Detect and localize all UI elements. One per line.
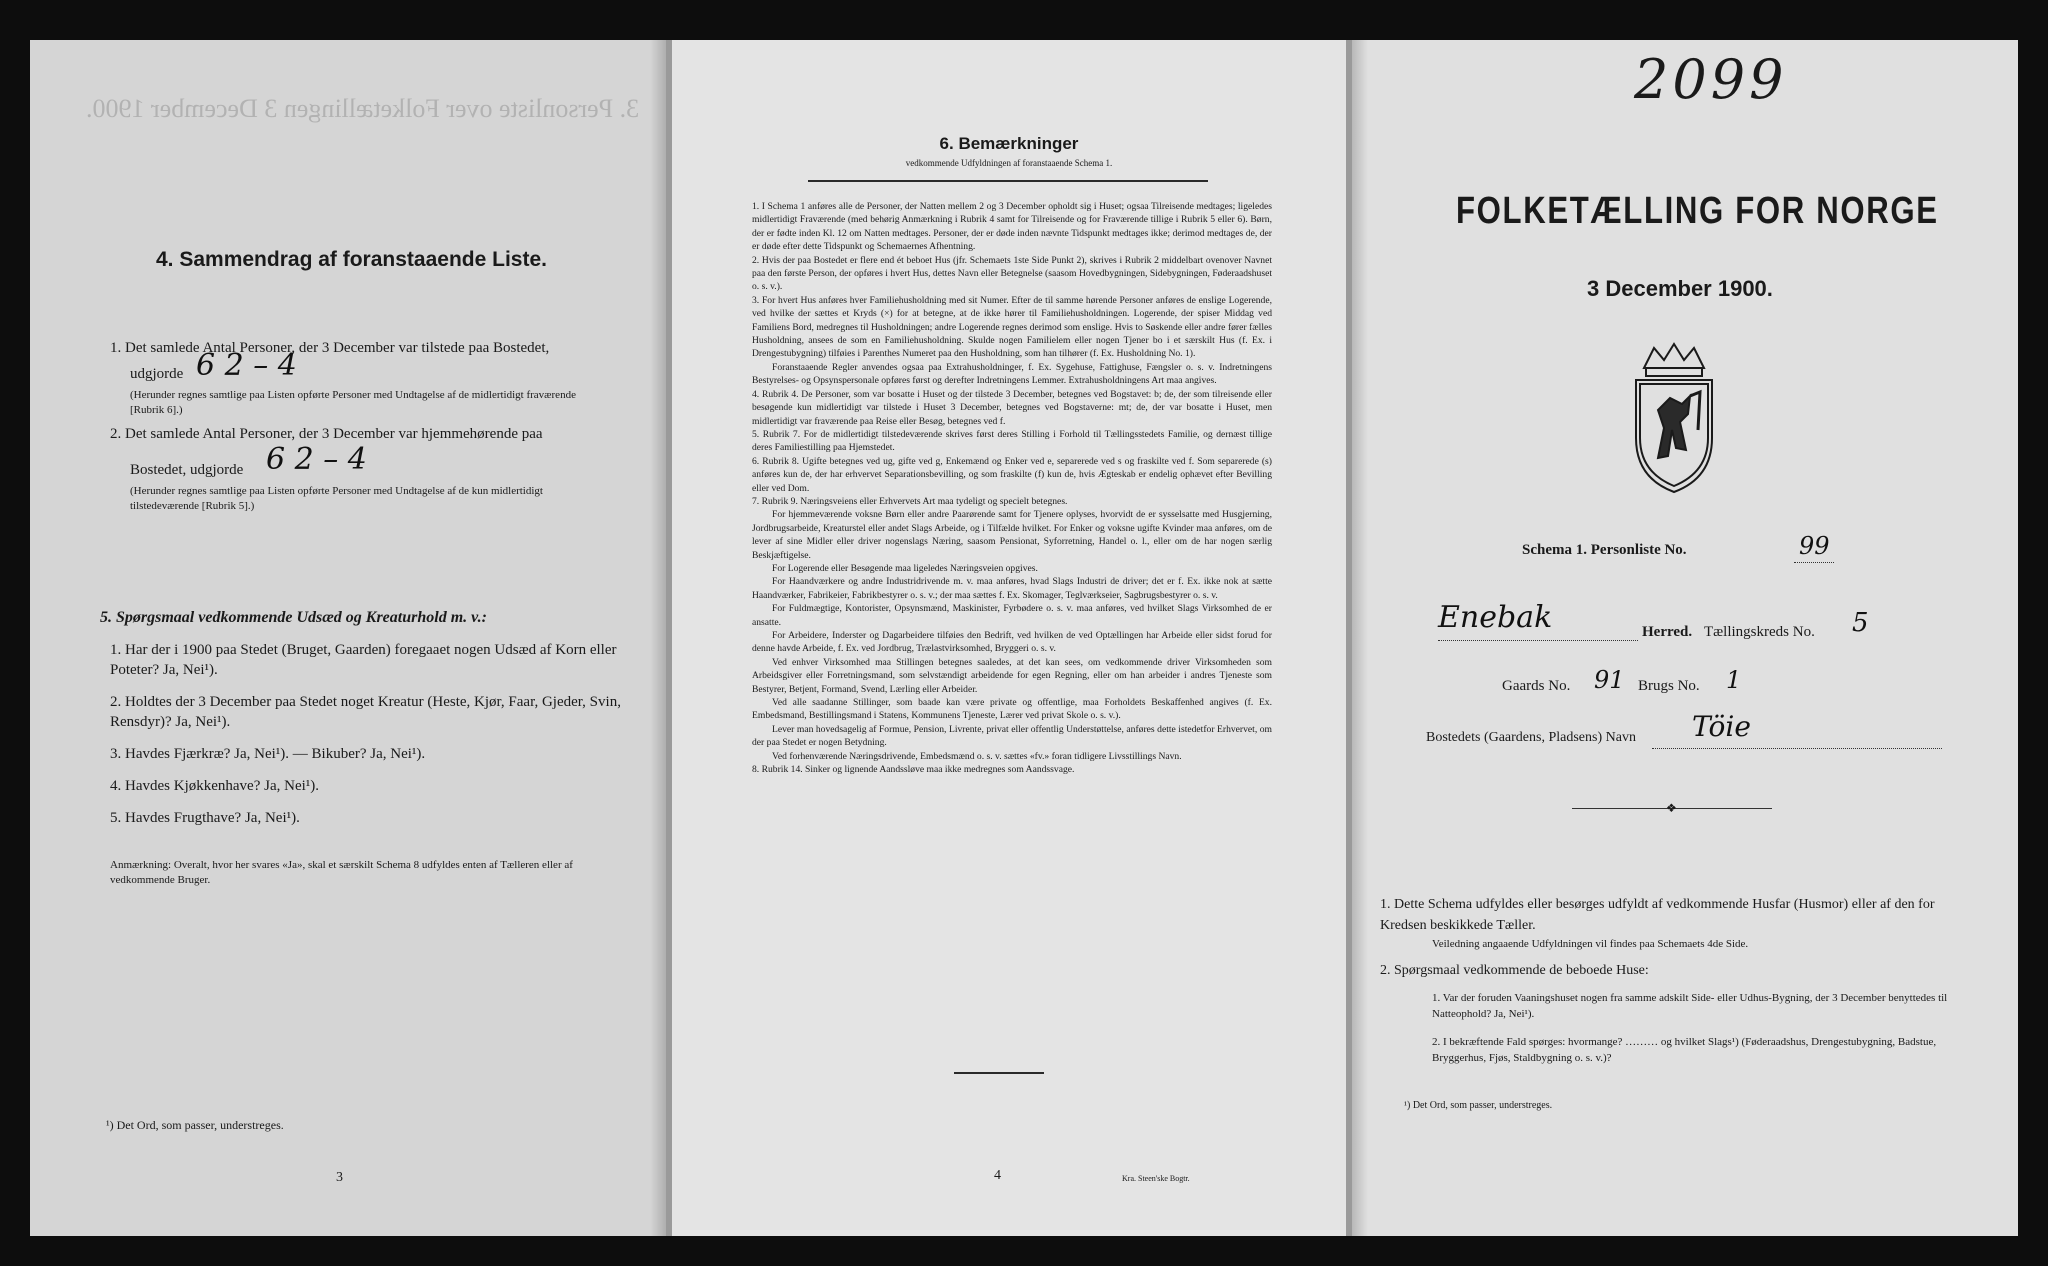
item2-note: (Herunder regnes samtlige paa Listen opførte Personer med Undtagelse af de kun midlertidigt tilstedeværende [Rubrik 5].) [130, 485, 543, 512]
brugs-value: 1 [1726, 666, 1742, 694]
instruction-2-q2: 2. I bekræftende Fald spørges: hvormange? ……… og hvilket Slags¹) (Føderaadshus, Drengestubygning, Badstue, Bryggerhus, Fjøs, Staldbygning o. s. v.)? [1432, 1036, 1937, 1064]
personliste-line [1794, 562, 1834, 563]
page-left [30, 40, 666, 1236]
form-date: 3 December 1900. [1587, 276, 1773, 301]
item1-text: 1. Det samlede Antal Personer, der 3 December var tilstede paa Bostedet, [110, 340, 550, 356]
question-5: 5. Havdes Frugthave? Ja, Nei¹). [110, 810, 300, 826]
remark-2: 2. Hvis der paa Bostedet er flere end ét beboet Hus (jfr. Schemaets 1ste Side Punkt 2), skrives i Rubrik 2 middelbart ovenover Navnet paa den første Person, der opføres i hvert Hus, dettes Navn eller Betegnelse (saasom Hovedbygningen, Sidebygningen, Føderaadshuset o. s. v.). [752, 254, 1272, 293]
remark-7d: For Fuldmægtige, Kontorister, Opsynsmænd, Maskinister, Fyrbødere o. s. v. maa anføres, ved hvilket Slags Virksomhed de er ansatte. [752, 603, 1272, 628]
herred-label: Herred. [1642, 624, 1693, 640]
page-number: 4 [994, 1168, 1001, 1183]
remark-7b: For Logerende eller Besøgende maa ligeledes Næringsveien opgives. [772, 562, 1038, 574]
schema-label: Schema 1. Personliste No. [1522, 542, 1687, 558]
item2-text: 2. Det samlede Antal Personer, der 3 December var hjemmehørende paa [110, 426, 543, 442]
item2-prefix: Bostedet, udgjorde [130, 462, 244, 478]
page-fold-shadow [650, 40, 666, 1236]
remark-7f: Ved enhver Virksomhed maa Stillingen betegnes saaledes, at det kan sees, om vedkommende driver Virksomheden som Arbeidsgiver eller Forretningsmand, som selvstændigt arbeidende for egen Regning, eller om han arbeider i andres Tjeneste som Bestyrer, Betjent, Formand, Svend, Lærling eller Arbeider. [752, 656, 1272, 695]
ornament-icon: ❖ [1666, 801, 1677, 815]
remarks-body [752, 200, 1272, 776]
footer-rule [954, 1072, 1044, 1074]
printer-mark: Kra. Steen'ske Bogtr. [1122, 1174, 1190, 1183]
bosted-label: Bostedets (Gaardens, Pladsens) Navn [1426, 730, 1636, 745]
item1-note: (Herunder regnes samtlige paa Listen opførte Personer med Undtagelse af de midlertidigt fraværende [Rubrik 6].) [130, 389, 576, 416]
remark-7a: For hjemmeværende voksne Børn eller andre Paarørende samt for Tjenere oplyses, hvorvidt de er sysselsatte med Husgjerning, Jordbrugsarbeide, Kreaturstel eller andet Slags Arbeide, og i Tilfælde hvilket. For Enker og voksne ugifte Kvinder maa anføres, om de lever af sine Midler eller driver nogenslags Næring, saasom Pensionat, Syforretning, Handel o. l., eller om de har nogen særlig Beskjæftigelse. [752, 509, 1272, 561]
header-rule [808, 180, 1208, 182]
remark-7: 7. Rubrik 9. Næringsveiens eller Erhvervets Art maa tydeligt og specielt betegnes. [752, 495, 1068, 507]
taellingskreds-value: 5 [1852, 608, 1869, 638]
remark-7e: For Arbeidere, Inderster og Dagarbeidere tilføies den Bedrift, ved hvilken de ved Optællingen har Arbeide eller sidst forud for denne havde Arbeide, f. Ex. ved Jordbrug, Trælastvirksomhed, Bryggeri o. s. v. [752, 630, 1272, 655]
personliste-number: 99 [1799, 532, 1830, 560]
remarks-title: 6. Bemærkninger [939, 134, 1079, 153]
footnote: ¹) Det Ord, som passer, understreges. [106, 1118, 284, 1132]
remark-4: 4. Rubrik 4. De Personer, som var bosatte i Huset og der tilstede 3 December, betegnes ved Bogstavet: b; de, der som tilreisende eller besøgende kun midlertidigt var tilstede i Huset 3 December, betegnes ved Bogstaverne: mt; de, der var bosatte i Huset, men midlertidigt var fraværende paa Reise eller Besøg, betegnes ved f. [752, 388, 1272, 427]
remark-5: 5. Rubrik 7. For de midlertidigt tilstedeværende skrives først deres Stilling i Forhold til Tællingsstedets Familie, og dernæst tillige deres Familiestilling paa Hjemstedet. [752, 428, 1272, 454]
footnote: ¹) Det Ord, som passer, understreges. [1404, 1100, 1553, 1111]
item2-handwritten-count: 6 2 – 4 [266, 442, 367, 477]
bosted-line [1652, 748, 1942, 749]
form-title: FOLKETÆLLING FOR NORGE [1456, 190, 1939, 232]
question-4: 4. Havdes Kjøkkenhave? Ja, Nei¹). [110, 778, 320, 794]
remarks-subtitle: vedkommende Udfyldningen af foranstaaende Schema 1. [905, 158, 1113, 168]
taellingskreds-label: Tællingskreds No. [1704, 624, 1815, 640]
remark-3: 3. For hvert Hus anføres hver Familiehusholdning med sit Numer. Efter de til samme hørende Personer anføres de enslige Logerende, ved hvilke der sættes et Kryds (×) for at betegne, at de ikke hører til Familiehusholdningen. Logerende, der spiser Middag ved Familiens Bord, medregnes til Husholdningen; andre Logerende regnes derimod som enslige. Hvis to Søskende eller andre fører fælles Husholdning, ansees de som en Familiehusholdning. Skulde nogen Familielem eller nogen Tjener bo i et særskilt Hus (f. Ex. i Drengestubygning) tilføies i Parenthes Numeret paa den Husholdning, som han tilhører (f. Ex. Husholdning No. 1). [752, 294, 1272, 360]
herred-value: Enebak [1438, 600, 1553, 635]
page-number: 3 [336, 1170, 343, 1185]
remark-7h: Lever man hovedsagelig af Formue, Pension, Livrente, privat eller offentlig Understøttelse, anføres dette istedetfor Erhvervet, om der paa Stedet er nogen Betydning. [752, 723, 1272, 749]
bleed-through-header: 3. Personliste over Folketællingen 3 December 1900. [86, 94, 640, 123]
remark-8: 8. Rubrik 14. Sinker og lignende Aandssløve maa ikke medregnes som Aandssvage. [752, 764, 1075, 776]
remark-7g: Ved alle saadanne Stillinger, som baade kan være private og offentlige, maa Forholdets Beskaffenhed angives (f. Ex. Embedsmand, Bestillingsmand i Statens, Kommunens Tjeneste, Lærer ved privat Skole o. s. v.). [752, 697, 1272, 722]
gaards-value: 91 [1594, 666, 1625, 694]
remark-6: 6. Rubrik 8. Ugifte betegnes ved ug, gifte ved g, Enkemænd og Enker ved e, separerede ved s og fraskilte ved f. Som separerede (s) anføres kun de, der har erhvervet Separationsbevilling, og som fraskilte (f) kun de, hvis Ægteskab er endelig ophævet efter Bevilling eller ved Dom. [752, 455, 1272, 494]
instruction-1: 1. Dette Schema udfyldes eller besørges udfyldt af vedkommende Husfar (Husmor) eller af den for Kredsen beskikkede Tæller. [1380, 897, 1935, 933]
section5-title: 5. Spørgsmaal vedkommende Udsæd og Kreaturhold m. v.: [100, 609, 487, 626]
item1-prefix: udgjorde [130, 366, 184, 382]
page-right [1352, 40, 2018, 1236]
brugs-label: Brugs No. [1638, 678, 1700, 694]
question-3: 3. Havdes Fjærkræ? Ja, Nei¹). — Bikuber? Ja, Nei¹). [110, 746, 426, 762]
instruction-2-q1: 1. Var der foruden Vaaningshuset nogen fra samme adskilt Side- eller Udhus-Bygning, der 3 December benyttedes til Natteophold? Ja, Nei¹). [1432, 992, 1948, 1020]
page-fold-shadow [1352, 40, 1368, 1236]
remark-7c: For Haandværkere og andre Industridrivende m. v. maa anføres, hvad Slags Industri de driver; det er f. Ex. ikke nok at sætte Haandværker, Fabrikeier, Fabrikbestyrer o. s. v.; der maa sættes f. Ex. Skomager, Teglværkseier, Sagbrugsbestyrer o. s. v. [752, 576, 1272, 601]
norway-coat-of-arms-icon [1614, 338, 1734, 498]
remark-3b: Foranstaaende Regler anvendes ogsaa paa Extrahusholdninger, f. Ex. Sygehuse, Fattighuse, Fængsler o. s. v. Indretningens Bestyrelses- og Opsynspersonale opføres først og derefter Indretningens Lemmer. Extrahusholdningens Art maa angives. [752, 361, 1272, 387]
page-middle [672, 40, 1346, 1236]
archive-number: 2099 [1634, 48, 1788, 111]
section4-title: 4. Sammendrag af foranstaaende Liste. [156, 248, 547, 271]
question-2: 2. Holdtes der 3 December paa Stedet noget Kreatur (Heste, Kjør, Faar, Gjeder, Svin, Rensdyr)? Ja, Nei¹). [110, 694, 621, 730]
item1-handwritten-count: 6 2 – 4 [196, 348, 297, 383]
remark-7i: Ved forhenværende Næringsdrivende, Embedsmænd o. s. v. sættes «fv.» foran tidligere Livsstillings Navn. [772, 750, 1182, 762]
instruction-2: 2. Spørgsmaal vedkommende de beboede Huse: [1380, 963, 1649, 978]
herred-line [1438, 640, 1638, 641]
bosted-value: Töie [1692, 710, 1751, 743]
remark-1: 1. I Schema 1 anføres alle de Personer, der Natten mellem 2 og 3 December opholdt sig i Huset; ogsaa Tilreisende medtages; ligeledes midlertidigt Fraværende (med behørig Anmærkning i Rubrik 4 samt for Tilreisende og for Fraværende tillige i Rubrik 5 eller 6). Børn, der er fødte inden Kl. 12 om Natten medtages. Personer, der er døde inden nævnte Tidspunkt medtages ikke; derimod medtages de, der er døde efter dette Tidspunkt og Schemaernes Afhentning. [752, 201, 1272, 253]
gaards-label: Gaards No. [1502, 678, 1571, 694]
question-1: 1. Har der i 1900 paa Stedet (Bruget, Gaarden) foregaaet nogen Udsæd af Korn eller Poteter? Ja, Nei¹). [110, 642, 617, 678]
anmerkning-note: Anmærkning: Overalt, hvor her svares «Ja», skal et særskilt Schema 8 udfyldes enten af Tælleren eller af vedkommende Bruger. [110, 859, 573, 886]
instruction-1-note: Veiledning angaaende Udfyldningen vil findes paa Schemaets 4de Side. [1432, 938, 1749, 950]
